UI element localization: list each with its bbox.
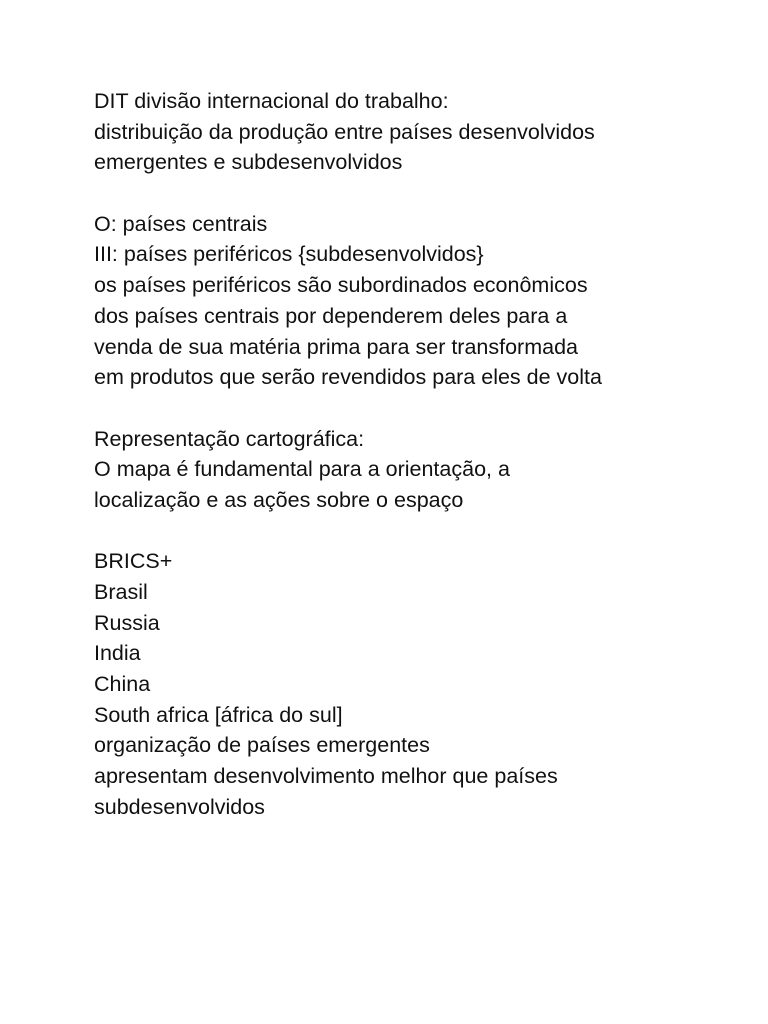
- text-line: os países periféricos são subordinados econômicos: [94, 273, 588, 298]
- list-item: South africa [áfrica do sul]: [94, 702, 343, 727]
- text-line: III: países periféricos {subdesenvolvidos}: [94, 242, 484, 267]
- blank-line: [94, 393, 734, 424]
- blank-line: [94, 178, 734, 209]
- text-line: distribuição da produção entre países desenvolvidos: [94, 119, 595, 144]
- text-line: em produtos que serão revendidos para eles de volta: [94, 365, 602, 390]
- list-item: Russia: [94, 610, 160, 635]
- heading-cartografica: Representação cartográfica:: [94, 426, 365, 451]
- blank-line: [94, 516, 734, 547]
- list-item: India: [94, 641, 141, 666]
- text-line: venda de sua matéria prima para ser transformada: [94, 334, 578, 359]
- heading-brics: BRICS+: [94, 549, 173, 574]
- text-line: O: países centrais: [94, 211, 268, 236]
- list-item: Brasil: [94, 580, 148, 604]
- text-line: organização de países emergentes: [94, 733, 430, 758]
- text-line: localização e as ações sobre o espaço: [94, 487, 464, 512]
- text-line: apresentam desenvolvimento melhor que países: [94, 764, 558, 789]
- heading-dit: DIT divisão internacional do trabalho:: [94, 89, 449, 113]
- document-body: [94, 86, 734, 823]
- text-line: subdesenvolvidos: [94, 794, 265, 819]
- list-item: China: [94, 672, 151, 697]
- text-line: emergentes e subdesenvolvidos: [94, 150, 403, 175]
- text-line: dos países centrais por dependerem deles para a: [94, 303, 568, 328]
- text-line: O mapa é fundamental para a orientação, a: [94, 457, 510, 482]
